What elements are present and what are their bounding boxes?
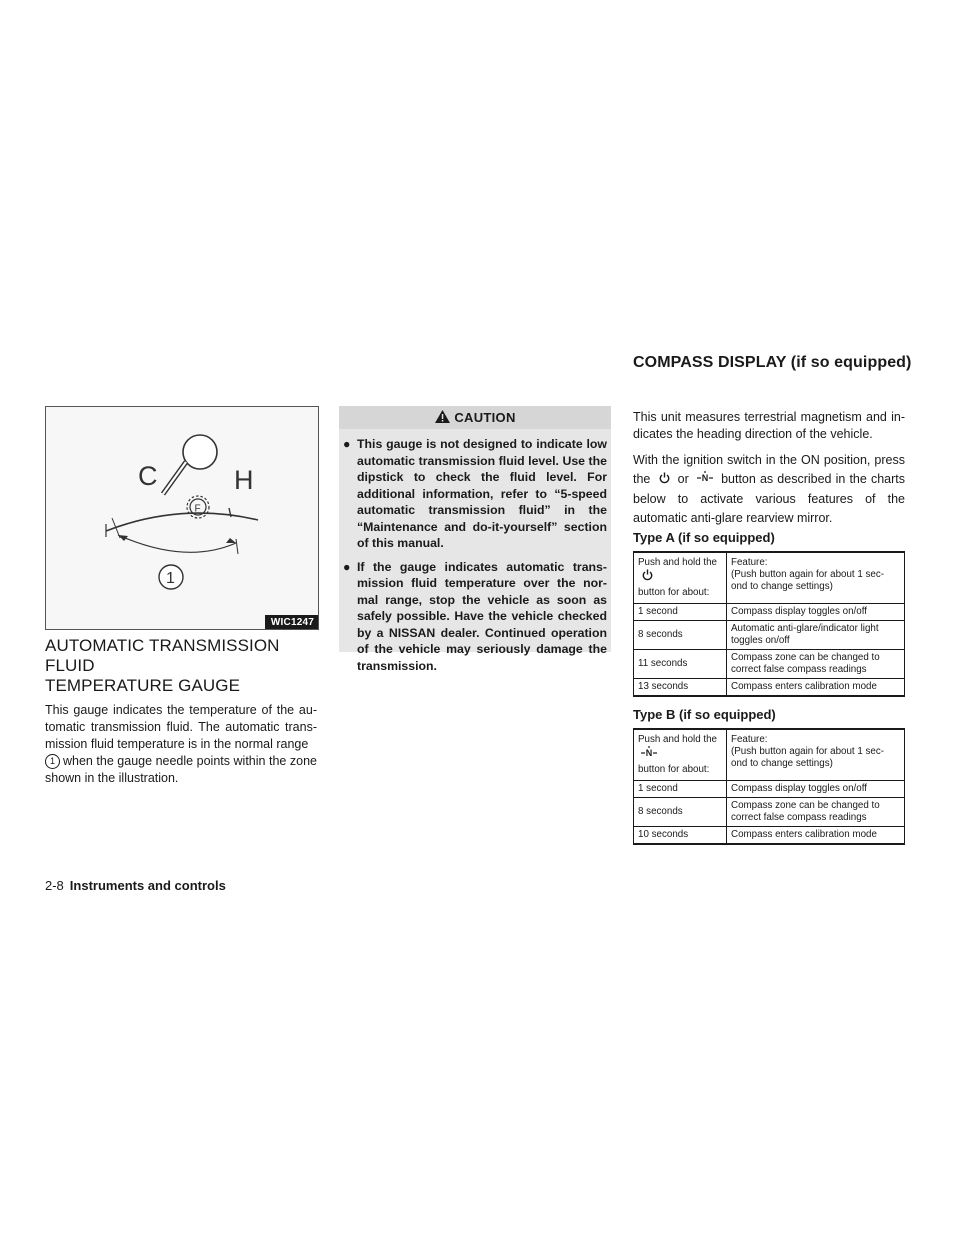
page-number: 2-8 — [45, 878, 64, 893]
instructions-end: button as described in the charts below to activate various features of the automatic anti-glare rearview mirror. — [633, 472, 906, 525]
callout-reference: 1 — [45, 754, 60, 769]
description-start: This gauge indicates the temperature of the au-tomatic transmission fluid. The automatic trans-mission fluid temperature is in the normal range — [45, 703, 317, 751]
cold-label: C — [138, 461, 158, 491]
row-feature: Compass zone can be changed to correct false compass readings — [727, 798, 905, 827]
type-b-title: Type B (if so equipped) — [633, 707, 776, 722]
left-column — [45, 636, 317, 787]
compass-section-title: COMPASS DISPLAY (if so equipped) — [633, 354, 912, 371]
power-button-icon — [659, 471, 670, 490]
header-push-hold-bottom: button for about: — [638, 764, 710, 775]
section-title-line1: AUTOMATIC TRANSMISSION FLUID — [45, 636, 280, 675]
transmission-temperature-gauge-drawing — [46, 407, 318, 629]
description-end: when the gauge needle points within the zone shown in the illustration. — [45, 754, 317, 785]
header-feature-bottom: (Push button again for about 1 sec-ond to change settings) — [731, 569, 885, 592]
header-feature-bottom: (Push button again for about 1 sec-ond to change settings) — [731, 746, 885, 769]
row-time: 8 seconds — [634, 621, 727, 650]
chapter-title: Instruments and controls — [69, 878, 226, 893]
header-push-hold-bottom: button for about: — [638, 587, 710, 598]
power-button-icon — [642, 569, 653, 585]
page-footer — [45, 878, 226, 893]
table-row — [634, 827, 905, 845]
callout-number: 1 — [166, 570, 175, 587]
row-time: 10 seconds — [634, 827, 727, 845]
gauge-illustration — [45, 406, 319, 630]
compass-n-button-icon — [697, 471, 713, 490]
row-time: 1 second — [634, 604, 727, 621]
warning-triangle-icon — [434, 408, 451, 431]
needle-pivot — [183, 435, 217, 469]
header-feature-top: Feature: — [731, 557, 768, 568]
caution-item — [343, 436, 607, 552]
header-push-hold-top: Push and hold the — [638, 734, 717, 745]
header-feature — [727, 729, 905, 781]
table-row — [634, 650, 905, 679]
compass-intro: This unit measures terrestrial magnetism and in-dicates the heading direction of the vehicle. — [633, 410, 905, 441]
gauge-scale — [106, 513, 258, 531]
hot-label: H — [234, 465, 254, 495]
row-feature: Compass zone can be changed to correct false compass readings — [727, 650, 905, 679]
table-row — [634, 679, 905, 697]
caution-item — [343, 559, 607, 675]
row-feature: Compass enters calibration mode — [727, 679, 905, 697]
caution-list — [339, 429, 611, 674]
transmission-temp-icon — [187, 496, 209, 518]
type-a-title: Type A (if so equipped) — [633, 530, 775, 545]
row-time: 11 seconds — [634, 650, 727, 679]
header-push-hold — [634, 729, 727, 781]
caution-title: CAUTION — [454, 410, 516, 425]
row-time: 1 second — [634, 781, 727, 798]
caution-item-text: If the gauge indicates automatic trans-mission fluid temperature over the nor-mal range, stop the vehicle as soon as safely possible. Have the vehicle checked by a NISSAN dealer. Continued operation of the vehicle may seriously damage the transmission. — [357, 559, 607, 673]
table-row — [634, 781, 905, 798]
compass-instructions — [633, 451, 905, 528]
bullet: ● — [343, 559, 351, 574]
row-feature: Compass display toggles on/off — [727, 781, 905, 798]
table-header-row — [634, 552, 905, 604]
caution-box — [339, 406, 611, 673]
row-feature: Compass display toggles on/off — [727, 604, 905, 621]
table-row — [634, 604, 905, 621]
header-feature-top: Feature: — [731, 734, 768, 745]
table-header-row — [634, 729, 905, 781]
header-push-hold-top: Push and hold the — [638, 557, 717, 568]
caution-item-text: This gauge is not designed to indicate low automatic transmission fluid level. Use the dipstick to check the fluid level. For additional information, refer to “5-speed automatic transmission fluid” in the “Maintenance and do-it-yourself” section of this manual. — [357, 437, 607, 550]
caution-header — [339, 406, 611, 429]
header-feature — [727, 552, 905, 604]
bullet: ● — [343, 437, 351, 451]
instructions-start: With the ignition switch in the ON position, press the — [633, 453, 905, 486]
right-column — [633, 409, 905, 845]
figure-code: WIC1247 — [265, 615, 318, 629]
type-b-table — [633, 728, 905, 845]
section-title — [45, 636, 317, 696]
section-title-line2: TEMPERATURE GAUGE — [45, 676, 241, 695]
svg-text:N: N — [701, 473, 709, 483]
svg-text:N: N — [645, 748, 653, 758]
row-feature: Automatic anti-glare/indicator light toggles on/off — [727, 621, 905, 650]
table-row — [634, 798, 905, 827]
row-feature: Compass enters calibration mode — [727, 827, 905, 845]
type-a-table — [633, 551, 905, 697]
instructions-or: or — [677, 472, 689, 486]
row-time: 8 seconds — [634, 798, 727, 827]
table-row — [634, 621, 905, 650]
normal-range-arc — [118, 535, 236, 552]
compass-n-button-icon — [641, 746, 657, 763]
svg-text:F: F — [194, 503, 201, 515]
header-push-hold — [634, 552, 727, 604]
row-time: 13 seconds — [634, 679, 727, 697]
gauge-description — [45, 702, 317, 787]
